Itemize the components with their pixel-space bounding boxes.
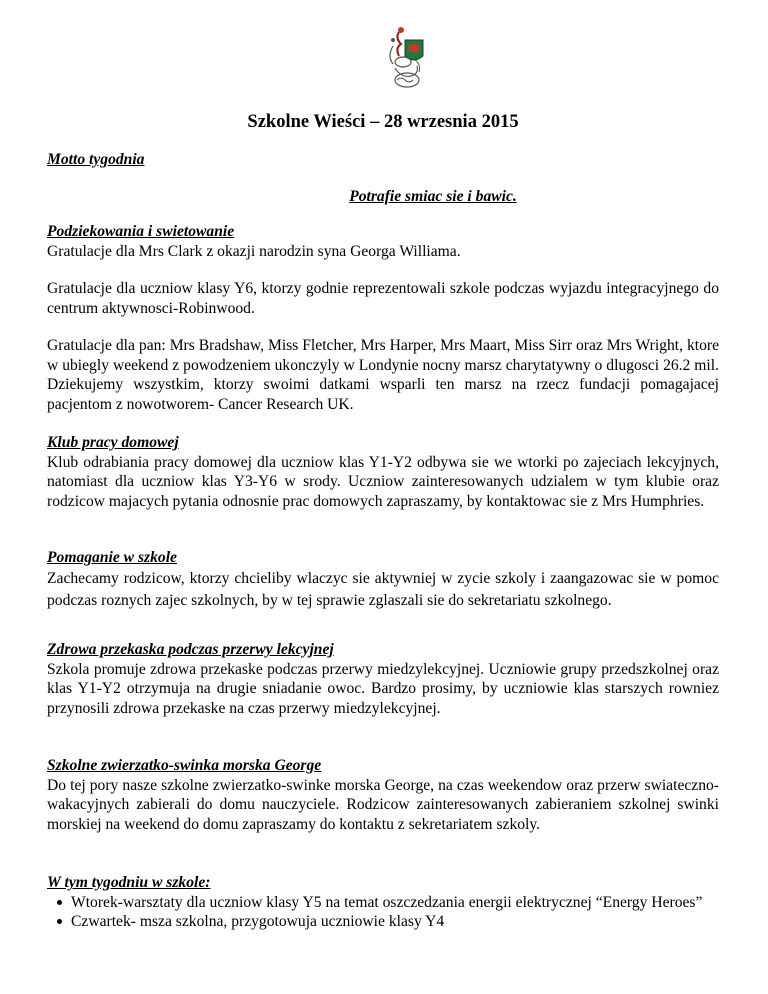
- pet-text: Do tej pory nasze szkolne zwierzatko-swinke morska George, na czas weekendow oraz przerw swiateczno-wakacyjnych zabierali do domu nauczyciele. Rodzicow zainteresowanych zabieraniem szkolnej swinki morskiej na weekend do domu zapraszamy do kontaktu z sekretariatem szkoly.: [47, 776, 719, 833]
- thanks-paragraph-3: Gratulacje dla pan: Mrs Bradshaw, Miss Fletcher, Mrs Harper, Mrs Maart, Miss Sirr oraz Mrs Wright, ktore w ubiegly weekend z powodzeniem ukonczyly w Londynie nocny marsz charytatywny o dlugosci 26.2 mil. Dziekujemy wszystkim, ktorzy swoimi datkami wsparli ten marsz na rzecz fundacji pomagajacej pacjentom z nowotworem- Cancer Research UK.: [47, 337, 719, 413]
- homework-heading: Klub pracy domowej: [47, 434, 179, 451]
- snack-heading: Zdrowa przekaska podczas przerwy lekcyjnej: [47, 641, 334, 658]
- pet-heading: Szkolne zwierzatko-swinka morska George: [47, 757, 322, 774]
- homework-section: [47, 433, 719, 511]
- helping-text: Zachecamy rodzicow, ktorzy chcieliby wlaczyc sie aktywniej w zycie szkoly i zaangazowac sie w pomoc podczas roznych zajec szkolnych, by w tej sprawie zglaszali sie do sekretariatu szkolnego.: [47, 569, 719, 609]
- list-item: Czwartek- msza szkolna, przygotowuja uczniowie klasy Y4: [47, 912, 719, 932]
- week-heading: W tym tygodniu w szkole:: [47, 874, 211, 891]
- motto-text: Potrafie smiac sie i bawic.: [349, 188, 517, 205]
- page-title: Szkolne Wieści – 28 wrzesnia 2015: [247, 112, 519, 132]
- snack-section: [47, 640, 719, 718]
- pet-section: [47, 756, 719, 834]
- snack-text: Szkola promuje zdrowa przekaske podczas przerwy miedzylekcyjnej. Uczniowie grupy przedszkolnej oraz klas Y1-Y2 otrzymuja na drugie sniadanie owoc. Bardzo prosimy, by uczniowie klas starszych rowniez przynosili zdrowa przekaske na czas przerwy miedzylekcyjnej.: [47, 660, 719, 717]
- thanks-section: [47, 222, 719, 261]
- week-list: [47, 893, 719, 932]
- thanks-heading: Podziekowania i swietowanie: [47, 223, 235, 240]
- list-item: Wtorek-warsztaty dla uczniow klasy Y5 na temat oszczedzania energii elektrycznej “Energy Heroes”: [47, 893, 719, 913]
- week-section: [47, 873, 719, 932]
- helping-heading: Pomaganie w szkole: [47, 549, 177, 566]
- thanks-paragraph-1: Gratulacje dla Mrs Clark z okazji narodzin syna Georga Williama.: [47, 242, 461, 260]
- helping-section: [47, 548, 719, 612]
- motto-heading: Motto tygodnia: [47, 151, 145, 168]
- thanks-paragraph-2: Gratulacje dla uczniow klasy Y6, ktorzy godnie reprezentowali szkole podczas wyjazdu integracyjnego do centrum aktywnosci-Robinwood.: [47, 280, 719, 317]
- homework-text: Klub odrabiania pracy domowej dla uczniow klas Y1-Y2 odbywa sie we wtorki po zajeciach lekcyjnych, natomiast dla uczniow klas Y3-Y6 w srody. Uczniow zainteresowanych udzialem w tym klubie oraz rodzicow majacych pytania odnosnie prac domowych zapraszamy, by kontaktowac sie z Mrs Humphries.: [47, 453, 719, 510]
- school-crest-logo: [379, 22, 435, 92]
